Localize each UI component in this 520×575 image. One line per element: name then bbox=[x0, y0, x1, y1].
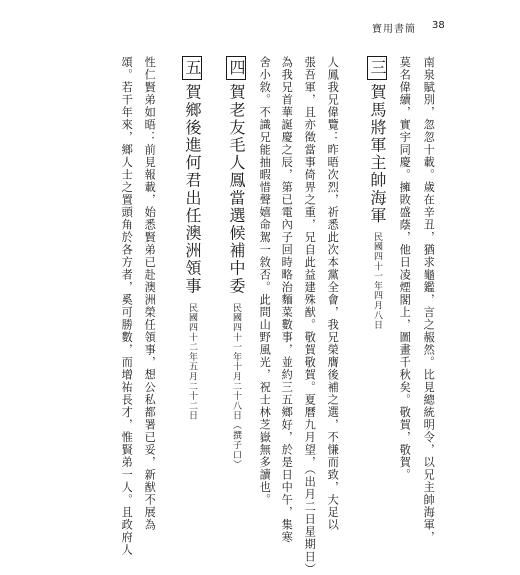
letter-title-text: 賀馬將軍主帥海軍 bbox=[368, 83, 387, 225]
letter-date: 民國四十二年五月二十二日 bbox=[187, 302, 197, 421]
letter-date: 民國四十一年四月八日 bbox=[372, 232, 382, 331]
body-text-line: 性仁賢弟如晤：前見報載，始悉賢弟已赴澳洲榮任領事，想公私都署已妥，新猷不展為 bbox=[143, 56, 157, 531]
letter-title bbox=[367, 56, 387, 330]
body-text-line: 南泉賦別，忽忽十載。歲在辛丑，猶求龜鑑，言之赧然。比見總統明令，以兄主帥海軍， bbox=[422, 56, 436, 544]
page-number: 38 bbox=[432, 20, 445, 31]
letter-number-box: 四 bbox=[226, 56, 246, 80]
letter-title-text: 賀老友毛人鳳當選候補中委 bbox=[227, 83, 246, 295]
letter-number-box: 五 bbox=[182, 56, 202, 80]
running-header-title: 寶用書簡 bbox=[372, 24, 416, 35]
letter-title bbox=[182, 56, 202, 420]
letter-date: 民國四十一年十月二十八日（撰子口） bbox=[231, 302, 241, 470]
body-text-line: 張吾軍，且亦徵當事倚畀之重，兄自此益建殊猷。敬賀敬賀。夏曆九月望，（出月二日星期日） bbox=[303, 56, 317, 575]
letter-title-text: 賀鄉後進何君出任澳洲領事 bbox=[183, 83, 202, 295]
letter-title bbox=[226, 56, 246, 469]
letter-number-box: 三 bbox=[367, 56, 387, 80]
body-text-line: 莫名偉續，實宇同慶。擁敗盛蔭，他日凌煙閣上，圖畫千秋矣。敬賀，敬賀。 bbox=[398, 56, 412, 481]
body-text-line: 舍小敘。不識兄能抽暇惜聲嬉命駕一敘否。此問山野風光，祝士林芝嶽無多讀也。 bbox=[258, 56, 272, 506]
body-text-line: 頌。若干年來，鄉人士之置頭角於各方者，奚可勝數，而增祐長才，惟賢弟一人。且政府人 bbox=[120, 56, 134, 556]
body-text-line: 人鳳我兄偉覽：昨晤次烈，祈悉此次本黨全會，我兄榮膺後補之選，不慊而致，大足以 bbox=[326, 56, 340, 531]
body-text-line: 為我兄首華誕慶之辰，第已電內子回時略治麵菜數事，並約三五鄉好，於是日中午，集寒 bbox=[280, 56, 294, 544]
